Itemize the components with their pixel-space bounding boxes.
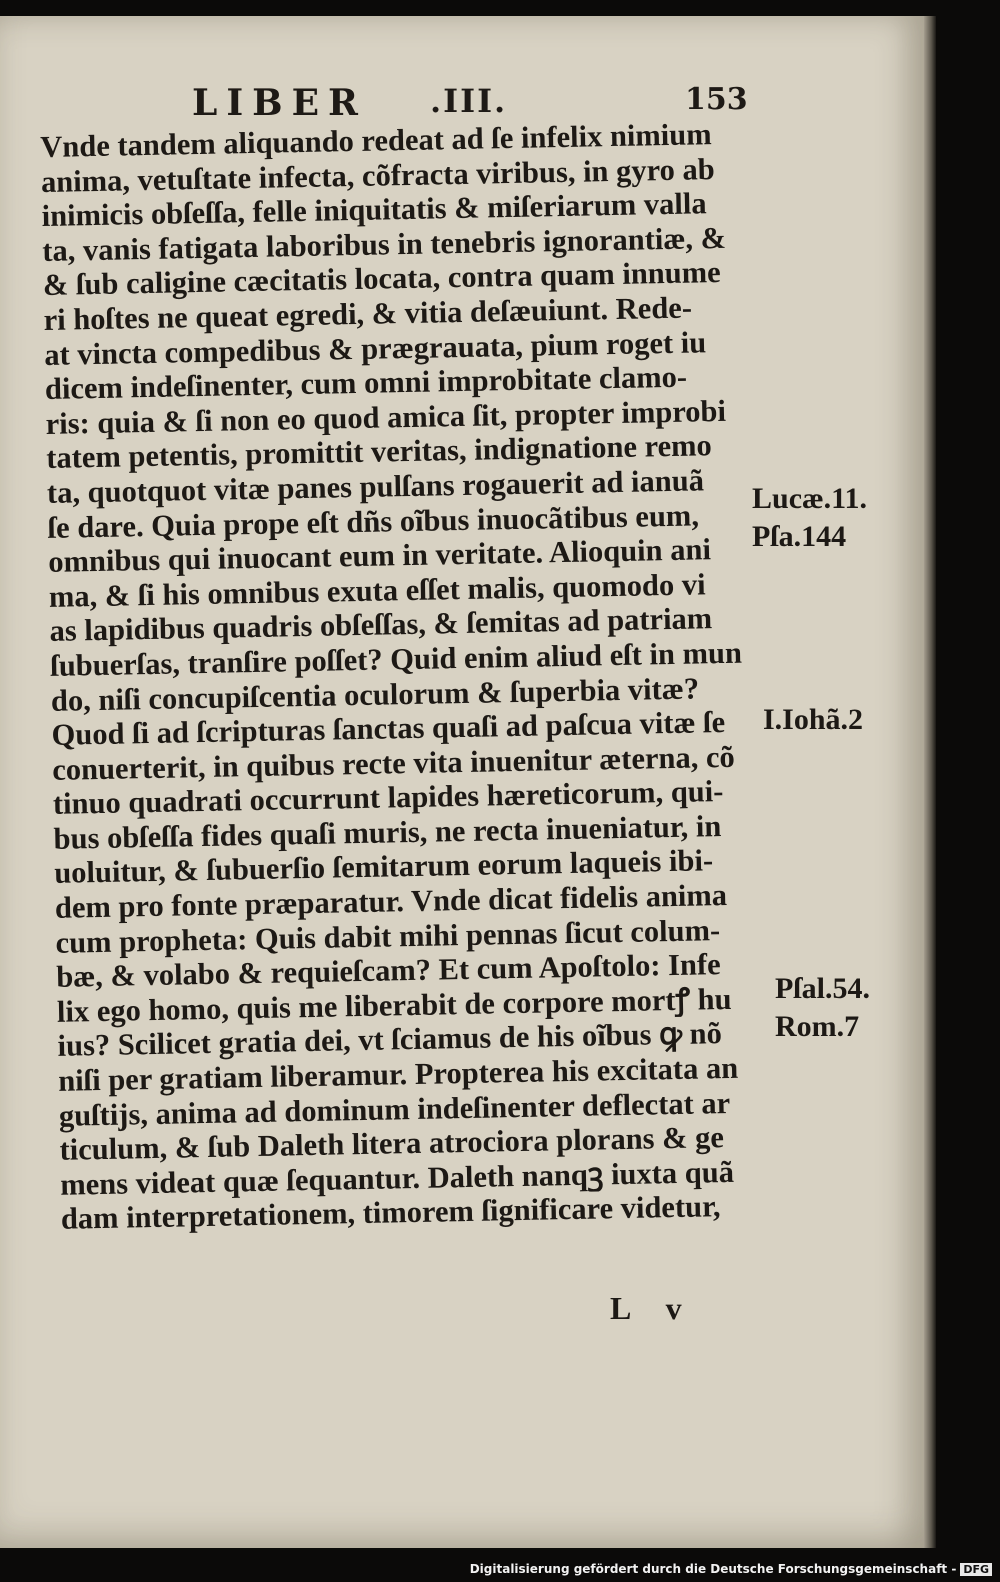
- body-text: [40, 116, 781, 1237]
- text-line: & ſub caligine cæcitatis locata, contra quam innume: [42, 255, 721, 303]
- margin-note-romans: Rom.7: [775, 1010, 860, 1043]
- text-line: niſi per gratiam liberamur. Propterea his excitata an: [57, 1050, 739, 1098]
- text-line: as lapidibus quadris obſeſſas, & ſemitas ad patriam: [49, 601, 713, 649]
- signature-mark: L v: [610, 1290, 696, 1326]
- text-line: ſe dare. Quia prope eſt dñs oĩbus inuocãtibus eum,: [47, 497, 700, 545]
- text-line: anima, vetuſtate infecta, cõfracta viribus, in gyro ab: [40, 151, 715, 199]
- text-line: ta, vanis fatigata laboribus in tenebris ignorantiæ, &: [41, 220, 727, 268]
- margin-note-psalm-54: Pſal.54.: [775, 972, 870, 1005]
- running-head-book-number: .III.: [430, 82, 508, 120]
- text-line: bæ, & volabo & requieſcam? Et cum Apoſtolo: Infe: [55, 947, 721, 995]
- text-line: tinuo quadrati occurrunt lapides hæreticorum, qui-: [52, 774, 724, 822]
- text-line: omnibus qui inuocant eum in veritate. Alioquin ani: [47, 532, 712, 580]
- text-line: lix ego homo, quis me liberabit de corpore mortꝭ hu: [56, 981, 732, 1029]
- text-line: ticulum, & ſub Daleth litera atrociora plorans & ge: [59, 1120, 725, 1168]
- footer-credit: [470, 1562, 992, 1576]
- running-head-title: LIBER: [192, 82, 367, 124]
- text-line: ta, quotquot vitæ panes pulſans rogauerit ad ianuã: [46, 463, 705, 510]
- text-line: Quod ſi ad ſcripturas ſanctas quaſi ad paſcua vitæ ſe: [51, 705, 726, 752]
- text-line: dicem indeſinenter, cum omni improbitate clamo-: [44, 359, 688, 407]
- text-line: ri hoſtes ne queat egredi, & vitia deſæuiunt. Rede-: [43, 290, 693, 337]
- text-line: ma, & ſi his omnibus exuta eſſet malis, quomodo vi: [48, 567, 706, 614]
- text-line: conuerterit, in quibus recte vita inuenitur æterna, cõ: [51, 739, 736, 787]
- text-line: ris: quia & ſi non eo quod amica ſit, propter improbi: [45, 393, 727, 441]
- text-line: at vincta compedibus & prægrauata, pium roget iu: [43, 324, 707, 372]
- page-number: 153: [685, 82, 748, 117]
- text-line: Vnde tandem aliquando redeat ad ſe infelix nimium: [40, 117, 712, 164]
- text-line: ius? Scilicet gratia dei, vt ſciamus de his oĩbus ꝙ nõ: [57, 1016, 723, 1064]
- text-line: cum propheta: Quis dabit mihi pennas ſicut colum-: [55, 912, 721, 960]
- text-line: ſubuerſas, tranſire poſſet? Quid enim aliud eſt in mun: [49, 635, 743, 683]
- text-line: bus obſeſſa fides quaſi muris, ne recta inueniatur, in: [53, 808, 722, 856]
- text-line: do, niſi concupiſcentia oculorum & ſuperbia vitæ?: [50, 670, 700, 718]
- margin-note-luke: Lucæ.11.: [752, 482, 868, 515]
- footer-text: Digitalisierung gefördert durch die Deutsche Forschungsgemeinschaft -: [469, 1562, 957, 1576]
- margin-note-psalm-144: Pſa.144: [752, 520, 847, 553]
- text-line: dem pro fonte præparatur. Vnde dicat fidelis anima: [54, 878, 728, 925]
- text-line: guſtijs, anima ad dominum indeſinenter deflectat ar: [58, 1085, 731, 1133]
- dfg-logo: DFG: [960, 1563, 992, 1576]
- text-line: inimicis obſeſſa, felle iniquitatis & miſeriarum valla: [41, 186, 707, 234]
- margin-note-john: I.Iohã.2: [763, 703, 864, 736]
- text-line: mens videat quæ ſequantur. Daleth nanqꝫ iuxta quã: [59, 1154, 735, 1202]
- text-line: uoluitur, & ſubuerſio ſemitarum eorum laqueis ibi-: [53, 843, 714, 891]
- page-edge: [924, 16, 936, 1548]
- text-line: tatem petentis, promittit veritas, indignatione remo: [45, 428, 713, 476]
- text-line: dam interpretationem, timorem ſignificare videtur,: [60, 1189, 721, 1237]
